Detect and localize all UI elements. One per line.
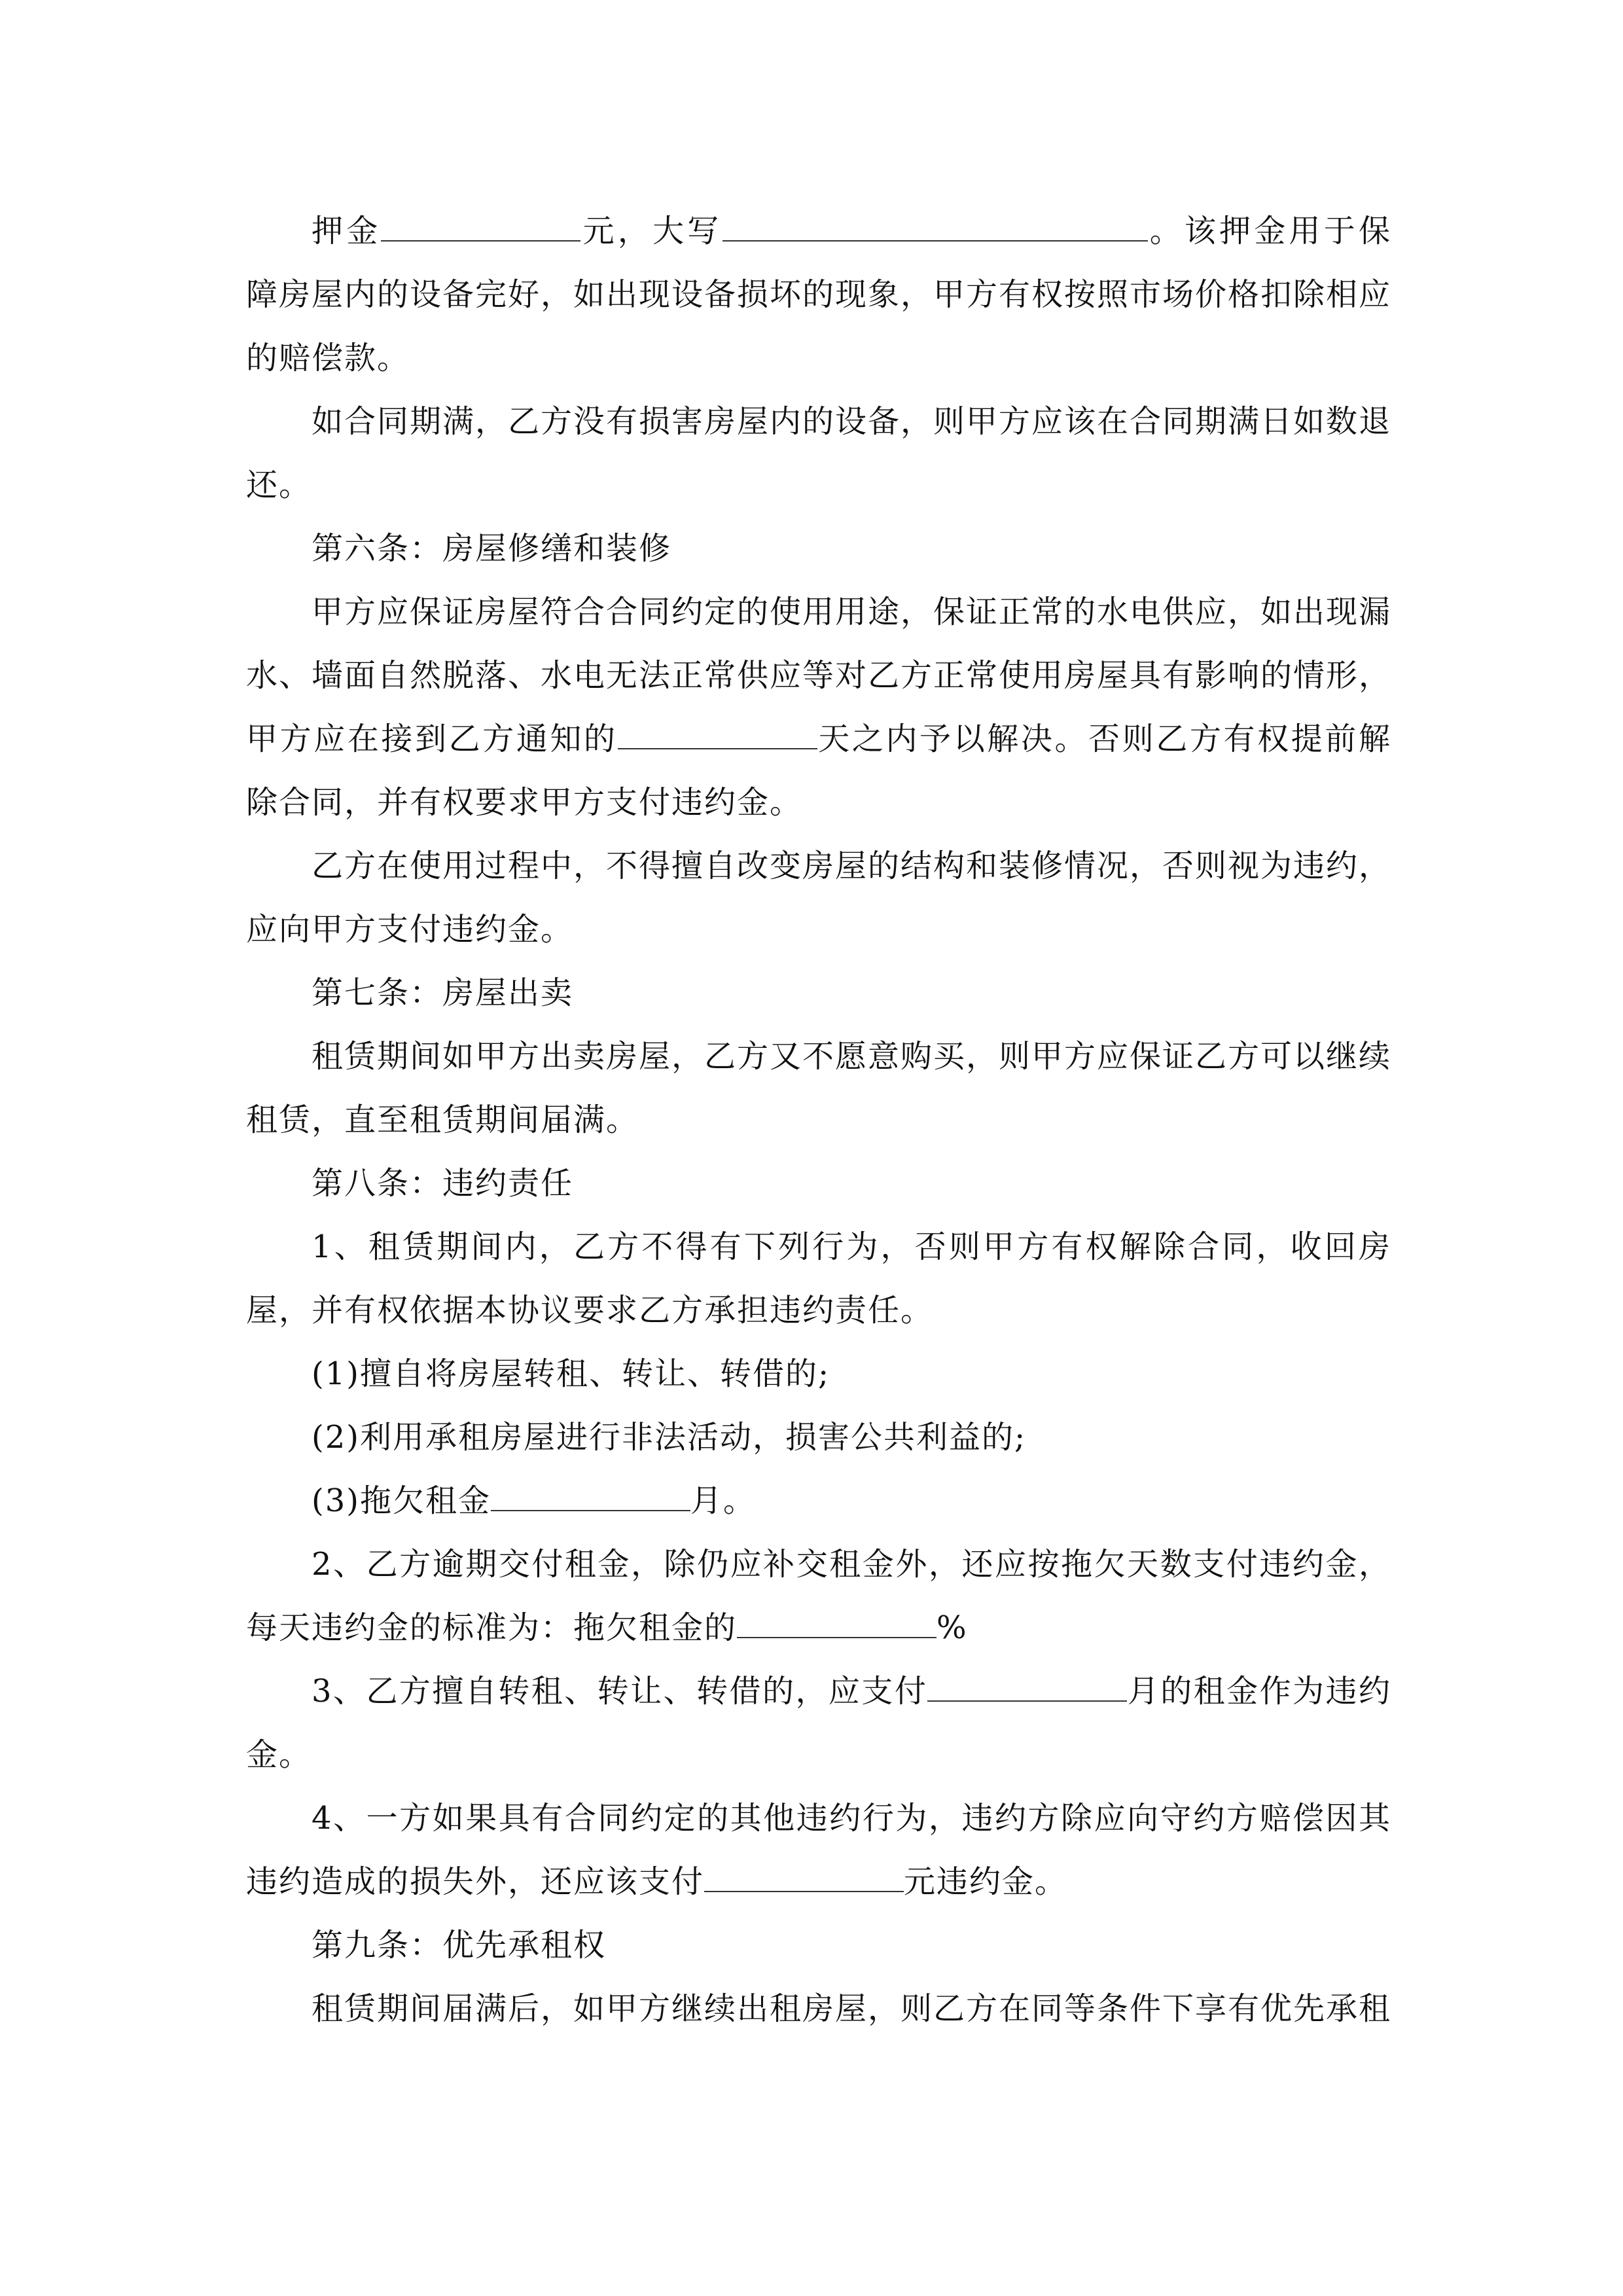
renovation-paragraph: 乙方在使用过程中，不得擅自改变房屋的结构和装修情况，否则视为违约，应向甲方支付违约金。 (246, 848, 1392, 948)
deposit-amount-words-blank (722, 211, 1148, 242)
text-segment: 元，大写 (580, 213, 722, 249)
text-segment: 2、乙方逾期交付租金，除仍应补交租金外，还应按拖欠天数支付违约金，每天违约金的标准为：拖欠租金的 (246, 1546, 1391, 1646)
article-8-heading: 第八条：违约责任 (312, 1165, 574, 1202)
text-segment: % (936, 1609, 968, 1646)
priority-lease-paragraph: 租赁期间届满后，如甲方继续出租房屋，则乙方在同等条件下享有优先承租 (312, 1990, 1392, 2027)
text-segment: 押金 (312, 213, 382, 249)
text-segment: 甲方应保证房屋符合合同约定的使用用途，保证正常的水电供应，如出现漏水、墙面自然脱落、水电无法正常供应等对乙方正常使用房屋具有影响的情形，甲方应在接到乙方通知的 (246, 594, 1392, 757)
sale-paragraph: 租赁期间如甲方出卖房屋，乙方又不愿意购买，则甲方应保证乙方可以继续租赁，直至租赁期间届满。 (246, 1038, 1392, 1138)
deposit-amount-blank (381, 211, 580, 242)
text-segment: 元违约金。 (904, 1863, 1068, 1900)
deposit-refund-paragraph: 如合同期满，乙方没有损害房屋内的设备，则甲方应该在合同期满日如数退还。 (246, 403, 1392, 503)
text-segment: 。该押金用于保障房屋内的设备完好，如出现设备损坏的现象，甲方有权按照市场价格扣除相应的赔偿款。 (246, 213, 1392, 376)
other-penalty-amount-blank (704, 1862, 904, 1892)
repair-paragraph (246, 581, 1391, 834)
sublet-penalty-months-blank (927, 1672, 1127, 1702)
document-body (246, 200, 1391, 2041)
text-segment: 3、乙方擅自转租、转让、转借的，应支付 (312, 1673, 928, 1710)
text-segment: (3)拖欠租金 (312, 1482, 491, 1519)
breach-clause-1: 1、租赁期间内，乙方不得有下列行为，否则甲方有权解除合同，收回房屋，并有权依据本协议要求乙方承担违约责任。 (246, 1229, 1391, 1329)
rent-arrears-months-blank (491, 1481, 690, 1511)
article-6-heading: 第六条：房屋修缮和装修 (312, 530, 672, 567)
deposit-paragraph (246, 200, 1391, 390)
breach-clause-4 (246, 1787, 1391, 1914)
text-segment: 月的租金作为违约金。 (246, 1673, 1391, 1773)
text-segment: 月。 (690, 1482, 757, 1519)
text-segment: 天之内予以解决。否则乙方有权提前解除合同，并有权要求甲方支付违约金。 (246, 721, 1391, 821)
breach-clause-3 (246, 1660, 1391, 1787)
article-9-heading: 第九条：优先承租权 (312, 1927, 607, 1964)
article-7-heading: 第七条：房屋出卖 (312, 975, 574, 1011)
late-fee-percent-blank (737, 1608, 936, 1638)
breach-item-1: (1)擅自将房屋转租、转让、转借的; (312, 1355, 830, 1392)
text-segment: 4、一方如果具有合同约定的其他违约行为，违约方除应向守约方赔偿因其违约造成的损失外，还应该支付 (246, 1800, 1391, 1900)
breach-clause-2 (246, 1533, 1391, 1660)
repair-days-blank (618, 719, 817, 749)
breach-item-3 (246, 1469, 1391, 1533)
breach-item-2: (2)利用承租房屋进行非法活动，损害公共利益的; (312, 1419, 1027, 1456)
